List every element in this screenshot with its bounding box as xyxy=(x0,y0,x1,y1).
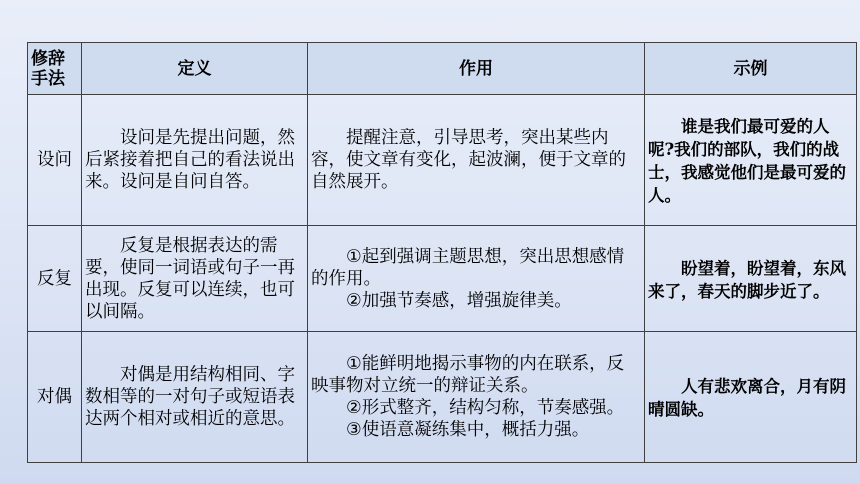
function-text: ②加强节奏感，增强旋律美。 xyxy=(346,290,572,311)
definition-cell xyxy=(82,332,308,463)
function-cell xyxy=(308,95,645,226)
table-row xyxy=(28,226,857,332)
function-cell xyxy=(308,226,645,332)
header-definition: 定义 xyxy=(82,43,308,95)
function-text: ①起到强调主题思想，突出思想感情的作用。 xyxy=(311,246,625,289)
example-text: 人有悲欢离合，月有阴晴圆缺。 xyxy=(648,377,846,419)
function-text: ③使语意凝练集中，概括力强。 xyxy=(346,420,590,440)
function-text: 提醒注意，引导思考，突出某些内容，使文章有变化，起波澜，便于文章的自然展开。 xyxy=(311,128,626,192)
example-cell xyxy=(645,226,857,332)
function-cell xyxy=(308,332,645,463)
table-row xyxy=(28,332,857,463)
definition-cell xyxy=(82,95,308,226)
header-row xyxy=(28,43,857,95)
definition-text: 反复是根据表达的需要，使同一词语或句子一再出现。反复可以连续，也可以间隔。 xyxy=(85,235,295,322)
device-cell: 对偶 xyxy=(28,332,82,463)
header-example: 示例 xyxy=(645,43,857,95)
definition-cell xyxy=(82,226,308,332)
device-cell: 反复 xyxy=(28,226,82,332)
definition-text: 对偶是用结构相同、字数相等的一对句子或短语表达两个相对或相近的意思。 xyxy=(85,365,295,429)
example-cell xyxy=(645,95,857,226)
example-text: 盼望着，盼望着，东风来了，春天的脚步近了。 xyxy=(648,258,846,301)
device-cell: 设问 xyxy=(28,95,82,226)
function-text: ②形式整齐，结构匀称，节奏感强。 xyxy=(346,398,625,418)
example-text: 谁是我们最可爱的人呢?我们的部队，我们的战士，我感觉他们是最可爱的人。 xyxy=(648,117,846,205)
function-text: ①能鲜明地揭示事物的内在联系，反映事物对立统一的辩证关系。 xyxy=(311,354,625,396)
rhetoric-table xyxy=(27,42,857,463)
table-row xyxy=(28,95,857,226)
definition-text: 设问是先提出问题，然后紧接着把自己的看法说出来。设问是自问自答。 xyxy=(85,128,295,192)
example-cell xyxy=(645,332,857,463)
header-device: 修辞手法 xyxy=(28,43,82,95)
header-function: 作用 xyxy=(308,43,645,95)
